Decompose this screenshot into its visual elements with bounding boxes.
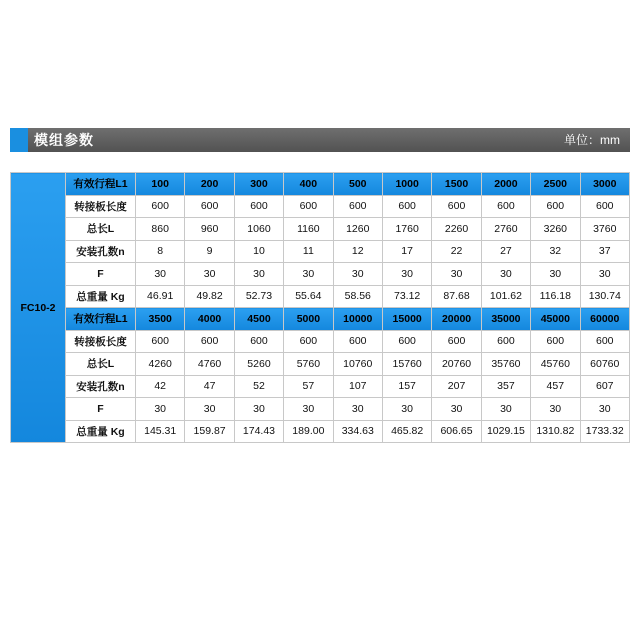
table-cell: 30: [333, 398, 382, 421]
table-cell: 58.56: [333, 285, 382, 308]
table-cell: 1733.32: [580, 420, 629, 443]
table-cell: 500: [333, 173, 382, 196]
table-cell: 600: [481, 330, 530, 353]
table-cell: 22: [432, 240, 481, 263]
table-cell: 47: [185, 375, 234, 398]
table-cell: 357: [481, 375, 530, 398]
row-label: F: [66, 398, 136, 421]
table-row: [11, 375, 630, 398]
table-cell: 2000: [481, 173, 530, 196]
table-cell: 5260: [234, 353, 283, 376]
table-cell: 145.31: [136, 420, 185, 443]
table-cell: 600: [185, 195, 234, 218]
table-cell: 30: [234, 398, 283, 421]
table-cell: 12: [333, 240, 382, 263]
table-cell: 600: [333, 330, 382, 353]
table-cell: 600: [333, 195, 382, 218]
header-accent-bar: [10, 128, 28, 152]
table-cell: 1060: [234, 218, 283, 241]
table-cell: 30: [382, 263, 431, 286]
table-row: [11, 420, 630, 443]
table-cell: 1000: [382, 173, 431, 196]
table-cell: 11: [284, 240, 333, 263]
table-cell: 30: [136, 263, 185, 286]
table-cell: 200: [185, 173, 234, 196]
table-cell: 107: [333, 375, 382, 398]
table-cell: 10760: [333, 353, 382, 376]
table-cell: 600: [234, 195, 283, 218]
table-cell: 35000: [481, 308, 530, 331]
table-cell: 30: [481, 398, 530, 421]
table-cell: 600: [185, 330, 234, 353]
table-cell: 5760: [284, 353, 333, 376]
table-cell: 42: [136, 375, 185, 398]
table-cell: 600: [284, 330, 333, 353]
table-cell: 73.12: [382, 285, 431, 308]
row-label: 总重量 Kg: [66, 285, 136, 308]
table-cell: 400: [284, 173, 333, 196]
table-cell: 174.43: [234, 420, 283, 443]
table-cell: 27: [481, 240, 530, 263]
table-cell: 1500: [432, 173, 481, 196]
table-cell: 3000: [580, 173, 629, 196]
table-cell: 3500: [136, 308, 185, 331]
table-cell: 960: [185, 218, 234, 241]
row-label: 转接板长度: [66, 330, 136, 353]
table-cell: 30: [284, 398, 333, 421]
table-cell: 1310.82: [531, 420, 580, 443]
table-cell: 100: [136, 173, 185, 196]
table-cell: 45000: [531, 308, 580, 331]
table-cell: 600: [432, 330, 481, 353]
table-cell: 60000: [580, 308, 629, 331]
table-cell: 30: [432, 398, 481, 421]
table-cell: 45760: [531, 353, 580, 376]
unit-label: 单位：mm: [564, 133, 620, 147]
table-cell: 20000: [432, 308, 481, 331]
table-cell: 600: [481, 195, 530, 218]
table-cell: 46.91: [136, 285, 185, 308]
table-cell: 30: [382, 398, 431, 421]
table-cell: 3260: [531, 218, 580, 241]
table-cell: 10000: [333, 308, 382, 331]
table-cell: 860: [136, 218, 185, 241]
table-row: [11, 195, 630, 218]
table-row: [11, 240, 630, 263]
table-row: [11, 218, 630, 241]
table-cell: 55.64: [284, 285, 333, 308]
row-label: 总长L: [66, 353, 136, 376]
table-cell: 49.82: [185, 285, 234, 308]
table-cell: 600: [432, 195, 481, 218]
table-row: [11, 330, 630, 353]
table-cell: 87.68: [432, 285, 481, 308]
table-cell: 1260: [333, 218, 382, 241]
table-cell: 17: [382, 240, 431, 263]
table-cell: 3760: [580, 218, 629, 241]
table-cell: 30: [185, 263, 234, 286]
table-cell: 60760: [580, 353, 629, 376]
table-cell: 9: [185, 240, 234, 263]
table-cell: 600: [531, 330, 580, 353]
table-cell: 8: [136, 240, 185, 263]
table-cell: 57: [284, 375, 333, 398]
model-name-cell: FC10-2: [11, 173, 66, 443]
table-cell: 600: [580, 330, 629, 353]
table-cell: 465.82: [382, 420, 431, 443]
table-cell: 30: [136, 398, 185, 421]
stroke-header-row: [11, 173, 630, 196]
row-label: 安装孔数n: [66, 240, 136, 263]
table-cell: 600: [136, 330, 185, 353]
table-cell: 30: [531, 263, 580, 286]
table-cell: 20760: [432, 353, 481, 376]
table-cell: 600: [580, 195, 629, 218]
row-label: F: [66, 263, 136, 286]
table-cell: 130.74: [580, 285, 629, 308]
table-cell: 30: [284, 263, 333, 286]
table-cell: 1029.15: [481, 420, 530, 443]
table-cell: 101.62: [481, 285, 530, 308]
table-cell: 157: [382, 375, 431, 398]
table-cell: 5000: [284, 308, 333, 331]
table-cell: 600: [234, 330, 283, 353]
table-cell: 2500: [531, 173, 580, 196]
table-cell: 1160: [284, 218, 333, 241]
stroke-header-row: [11, 308, 630, 331]
table-cell: 30: [580, 263, 629, 286]
table-row: [11, 263, 630, 286]
table-cell: 30: [234, 263, 283, 286]
table-cell: 607: [580, 375, 629, 398]
table-cell: 35760: [481, 353, 530, 376]
row-label: 有效行程L1: [66, 308, 136, 331]
table-cell: 300: [234, 173, 283, 196]
row-label: 转接板长度: [66, 195, 136, 218]
table-cell: 207: [432, 375, 481, 398]
table-cell: 4500: [234, 308, 283, 331]
table-cell: 52.73: [234, 285, 283, 308]
parameter-table: [10, 172, 630, 443]
table-cell: 606.65: [432, 420, 481, 443]
table-cell: 15760: [382, 353, 431, 376]
table-cell: 189.00: [284, 420, 333, 443]
row-label: 总重量 Kg: [66, 420, 136, 443]
table-cell: 116.18: [531, 285, 580, 308]
table-cell: 600: [382, 195, 431, 218]
table-row: [11, 285, 630, 308]
table-cell: 457: [531, 375, 580, 398]
table-cell: 600: [284, 195, 333, 218]
section-header: [10, 128, 630, 152]
section-title: 模组参数: [34, 132, 94, 148]
row-label: 有效行程L1: [66, 173, 136, 196]
table-cell: 10: [234, 240, 283, 263]
table-cell: 30: [481, 263, 530, 286]
table-cell: 2760: [481, 218, 530, 241]
table-cell: 30: [580, 398, 629, 421]
table-cell: 32: [531, 240, 580, 263]
table-cell: 600: [531, 195, 580, 218]
table-cell: 4000: [185, 308, 234, 331]
row-label: 安装孔数n: [66, 375, 136, 398]
table-cell: 4260: [136, 353, 185, 376]
table-cell: 30: [432, 263, 481, 286]
table-cell: 30: [531, 398, 580, 421]
row-label: 总长L: [66, 218, 136, 241]
table-cell: 2260: [432, 218, 481, 241]
table-cell: 600: [382, 330, 431, 353]
table-cell: 4760: [185, 353, 234, 376]
table-cell: 30: [185, 398, 234, 421]
table-row: [11, 353, 630, 376]
table-row: [11, 398, 630, 421]
table-cell: 52: [234, 375, 283, 398]
table-cell: 30: [333, 263, 382, 286]
table-cell: 37: [580, 240, 629, 263]
table-cell: 15000: [382, 308, 431, 331]
table-cell: 159.87: [185, 420, 234, 443]
table-cell: 600: [136, 195, 185, 218]
table-cell: 1760: [382, 218, 431, 241]
table-cell: 334.63: [333, 420, 382, 443]
